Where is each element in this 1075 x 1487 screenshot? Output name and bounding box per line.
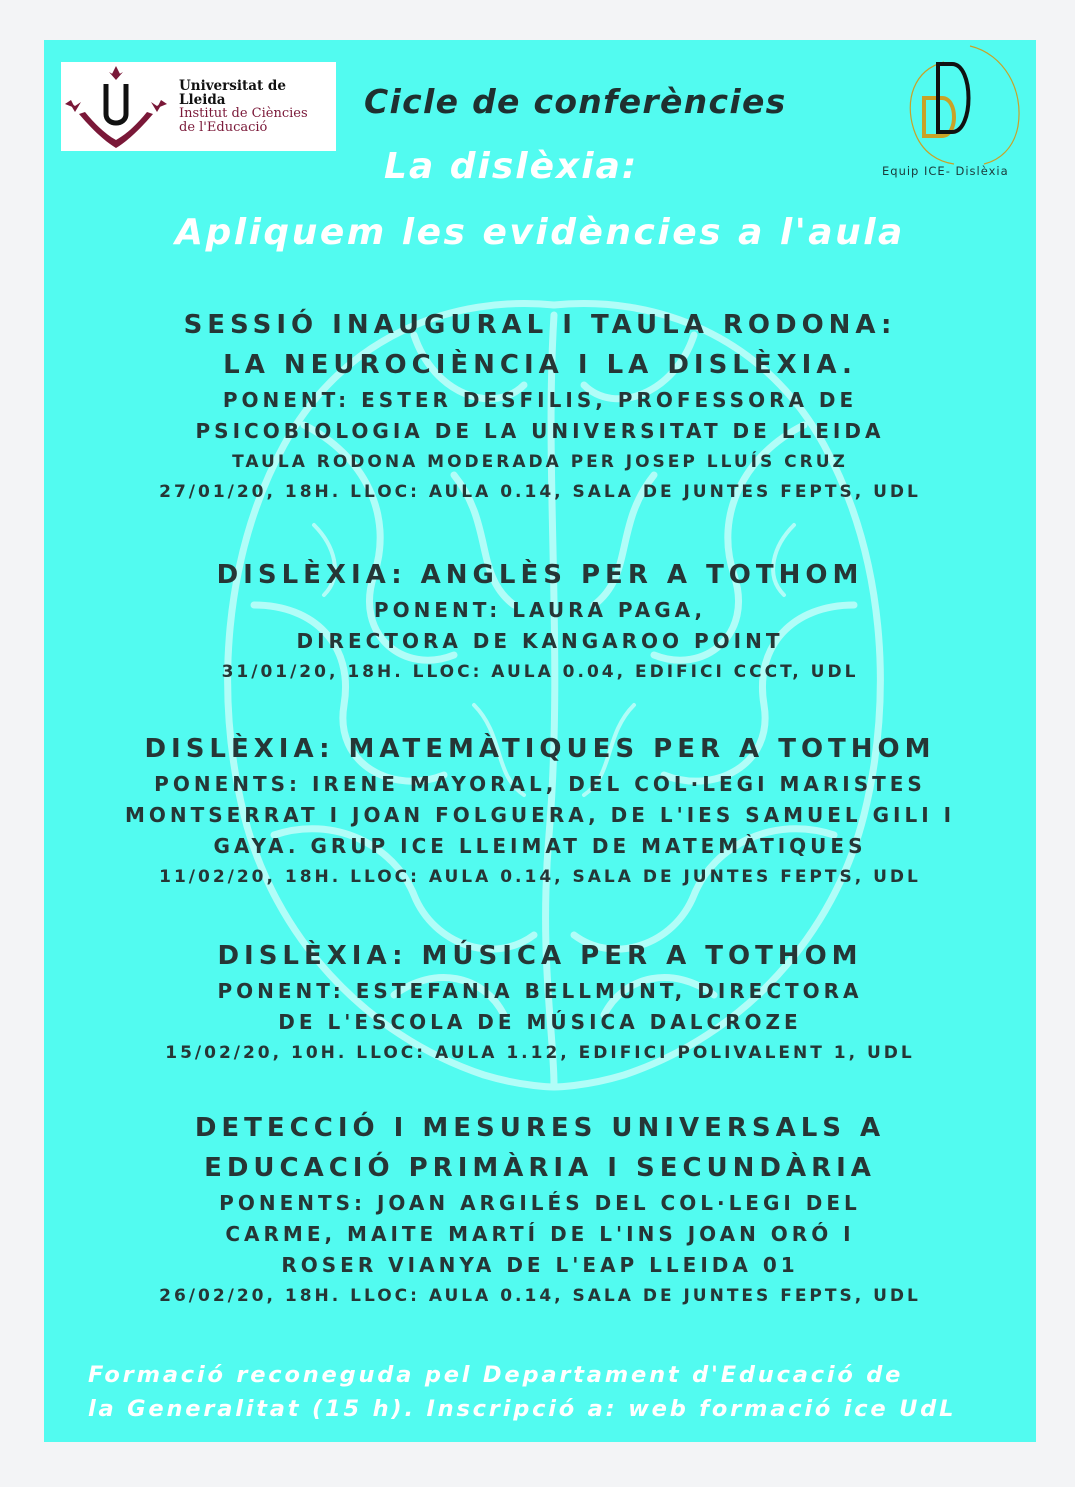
subtitle-line1: La dislèxia: [384,146,639,187]
session-music [44,936,1036,1068]
session-date: 31/01/20, 18H. LLOC: AULA 0.04, EDIFICI CCCT, UDL [221,662,859,682]
udl-logo [61,62,336,151]
udl-emblem-icon [61,62,171,151]
session-inaugural [44,305,1036,507]
page-title: Cicle de conferències [364,82,787,121]
session-heading: DISLÈXIA: MÚSICA PER A TOTHOM [217,941,863,971]
session-heading: SESSIÓ INAUGURAL I TAULA RODONA: [183,310,897,340]
session-date: 26/02/20, 18H. LLOC: AULA 0.14, SALA DE JUNTES FEPTS, UDL [159,1286,921,1306]
footer-note [88,1358,992,1426]
udl-name: Universitat de Lleida [179,77,286,108]
footer-line: Formació reconeguda pel Departament d'Educació de [88,1362,904,1388]
subtitle-line2: Apliquem les evidències a l'aula [175,212,905,253]
session-speaker: PONENT: LAURA PAGA, [373,598,707,622]
session-detection [44,1108,1036,1311]
session-heading: DETECCIÓ I MESURES UNIVERSALS A [194,1113,886,1143]
session-speaker: PONENT: ESTEFANIA BELLMUNT, DIRECTORA [217,979,863,1003]
session-speaker: CARME, MAITE MARTÍ DE L'INS JOAN ORÓ I [225,1222,855,1246]
footer-line: la Generalitat (15 h). Inscripció a: web formació ice UdL [88,1396,957,1422]
session-speaker: MONTSERRAT I JOAN FOLGUERA, DE L'IES SAMUEL GILI I [124,803,956,827]
session-date: 11/02/20, 18H. LLOC: AULA 0.14, SALA DE JUNTES FEPTS, UDL [159,867,921,887]
udl-institute-line1: Institut de Ciències [179,105,308,121]
udl-institute-line2: de l'Educació [179,119,268,135]
session-heading: DISLÈXIA: ANGLÈS PER A TOTHOM [216,560,864,590]
session-moderator: TAULA RODONA MODERADA PER JOSEP LLUÍS CRUZ [232,452,848,472]
session-maths [44,729,1036,892]
poster [44,40,1036,1442]
session-heading: EDUCACIÓ PRIMÀRIA I SECUNDÀRIA [204,1153,876,1183]
session-speaker: ROSER VIANYA DE L'EAP LLEIDA 01 [281,1253,799,1277]
session-speaker: DE L'ESCOLA DE MÚSICA DALCROZE [278,1010,802,1034]
session-heading: LA NEUROCIÈNCIA I LA DISLÈXIA. [223,350,857,380]
session-speaker: PONENTS: JOAN ARGILÉS DEL COL·LEGI DEL [219,1191,861,1215]
session-speaker: DIRECTORA DE KANGAROO POINT [296,629,784,653]
session-date: 15/02/20, 10H. LLOC: AULA 1.12, EDIFICI POLIVALENT 1, UDL [165,1043,915,1063]
session-speaker: PONENT: ESTER DESFILIS, PROFESSORA DE [222,388,858,412]
session-speaker: GAYA. GRUP ICE LLEIMAT DE MATEMÀTIQUES [213,834,867,858]
session-speaker: PSICOBIOLOGIA DE LA UNIVERSITAT DE LLEIDA [195,419,885,443]
team-caption: Equip ICE- Dislèxia [882,164,1009,178]
session-speaker: PONENTS: IRENE MAYORAL, DEL COL·LEGI MARISTES [154,772,926,796]
session-date: 27/01/20, 18H. LLOC: AULA 0.14, SALA DE JUNTES FEPTS, UDL [159,482,921,502]
session-heading: DISLÈXIA: MATEMÀTIQUES PER A TOTHOM [144,734,936,764]
session-english [44,555,1036,687]
